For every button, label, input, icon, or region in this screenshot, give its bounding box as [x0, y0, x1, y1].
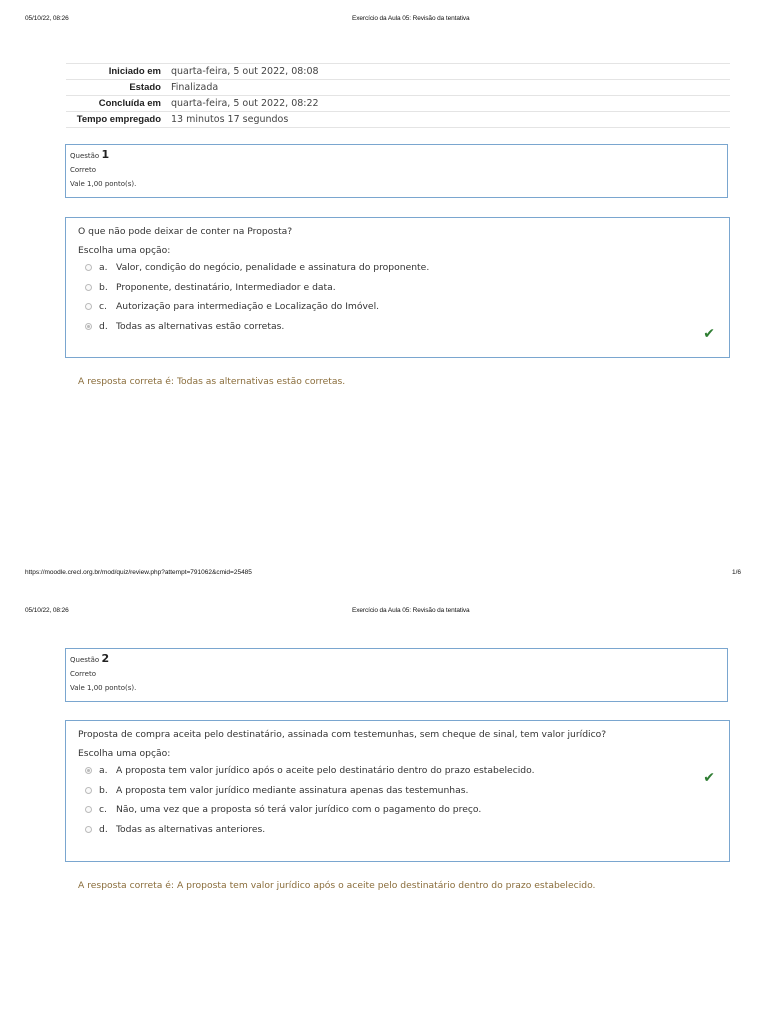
choice-prompt: Escolha uma opção: — [78, 748, 171, 759]
radio-icon[interactable] — [85, 806, 92, 813]
question-number: 2 — [101, 652, 110, 665]
print-header-title: Exercício da Aula 05: Revisão da tentativa — [352, 15, 470, 22]
question-text: O que não pode deixar de conter na Proposta? — [78, 226, 293, 237]
question-1-feedback: A resposta correta é: Todas as alternativas estão corretas. — [78, 376, 346, 387]
print-header-date: 05/10/22, 08:26 — [25, 15, 69, 22]
check-icon: ✔ — [703, 326, 715, 342]
question-1-info — [65, 144, 728, 198]
option-text: Todas as alternativas estão corretas. — [116, 320, 285, 332]
radio-icon[interactable] — [85, 323, 92, 330]
radio-icon[interactable] — [85, 303, 92, 310]
option-text: Proponente, destinatário, Intermediador e data. — [116, 281, 336, 293]
summary-key: Estado — [129, 82, 161, 93]
radio-icon[interactable] — [85, 284, 92, 291]
option-letter: b. — [99, 281, 108, 293]
question-2-info — [65, 648, 728, 702]
summary-key: Concluída em — [98, 98, 161, 109]
option-letter: d. — [99, 320, 108, 332]
question-grade: Vale 1,00 ponto(s). — [70, 180, 137, 188]
question-grade: Vale 1,00 ponto(s). — [70, 684, 137, 692]
question-1-content — [65, 217, 730, 358]
option-a[interactable] — [78, 761, 717, 781]
summary-key: Tempo empregado — [76, 114, 161, 125]
check-icon: ✔ — [703, 770, 715, 786]
option-text: A proposta tem valor jurídico após o aceite pelo destinatário dentro do prazo estabelecido. — [116, 765, 535, 777]
question-text: Proposta de compra aceita pelo destinatário, assinada com testemunhas, sem cheque de sinal, tem valor jurídico? — [78, 729, 607, 740]
radio-icon[interactable] — [85, 787, 92, 794]
summary-row-state — [66, 79, 730, 95]
option-letter: a. — [99, 765, 108, 777]
question-label: Questão — [70, 152, 100, 160]
summary-row-completed — [66, 95, 730, 111]
option-letter: c. — [99, 804, 107, 816]
option-text: Valor, condição do negócio, penalidade e assinatura do proponente. — [116, 262, 430, 274]
option-text: Autorização para intermediação e Localização do Imóvel. — [116, 301, 380, 313]
option-a[interactable] — [78, 258, 717, 278]
question-2-feedback: A resposta correta é: A proposta tem valor jurídico após o aceite pelo destinatário dentro do prazo estabelecido. — [78, 880, 596, 891]
option-text: Não, uma vez que a proposta só terá valor jurídico com o pagamento do preço. — [116, 804, 482, 816]
option-d[interactable] — [78, 317, 717, 337]
option-b[interactable] — [78, 278, 717, 298]
option-text: Todas as alternativas anteriores. — [116, 823, 266, 835]
radio-icon[interactable] — [85, 264, 92, 271]
print-footer-page: 1/6 — [731, 569, 741, 576]
option-letter: d. — [99, 823, 108, 835]
option-c[interactable] — [78, 800, 717, 820]
question-status: Correto — [70, 670, 96, 678]
summary-row-started — [66, 63, 730, 79]
summary-value: 13 minutos 17 segundos — [171, 114, 289, 125]
print-header-title: Exercício da Aula 05: Revisão da tentativa — [352, 607, 470, 614]
summary-value: Finalizada — [171, 82, 219, 93]
question-2-content — [65, 720, 730, 862]
print-footer-url: https://moodle.crecl.org.br/mod/quiz/review.php?attempt=791062&cmid=25485 — [25, 569, 252, 576]
summary-value: quarta-feira, 5 out 2022, 08:08 — [171, 66, 319, 77]
option-b[interactable] — [78, 781, 717, 801]
summary-key: Iniciado em — [108, 66, 161, 77]
option-c[interactable] — [78, 297, 717, 317]
print-header-date: 05/10/22, 08:26 — [25, 607, 69, 614]
option-d[interactable] — [78, 820, 717, 840]
option-letter: c. — [99, 301, 107, 313]
question-label: Questão — [70, 656, 100, 664]
radio-icon[interactable] — [85, 767, 92, 774]
question-number: 1 — [101, 148, 110, 161]
radio-icon[interactable] — [85, 826, 92, 833]
option-letter: a. — [99, 262, 108, 274]
summary-row-time-taken — [66, 111, 730, 128]
option-text: A proposta tem valor jurídico mediante assinatura apenas das testemunhas. — [116, 784, 469, 796]
option-letter: b. — [99, 784, 108, 796]
attempt-summary-table — [66, 63, 730, 128]
summary-value: quarta-feira, 5 out 2022, 08:22 — [171, 98, 319, 109]
choice-prompt: Escolha uma opção: — [78, 245, 171, 256]
question-status: Correto — [70, 166, 96, 174]
